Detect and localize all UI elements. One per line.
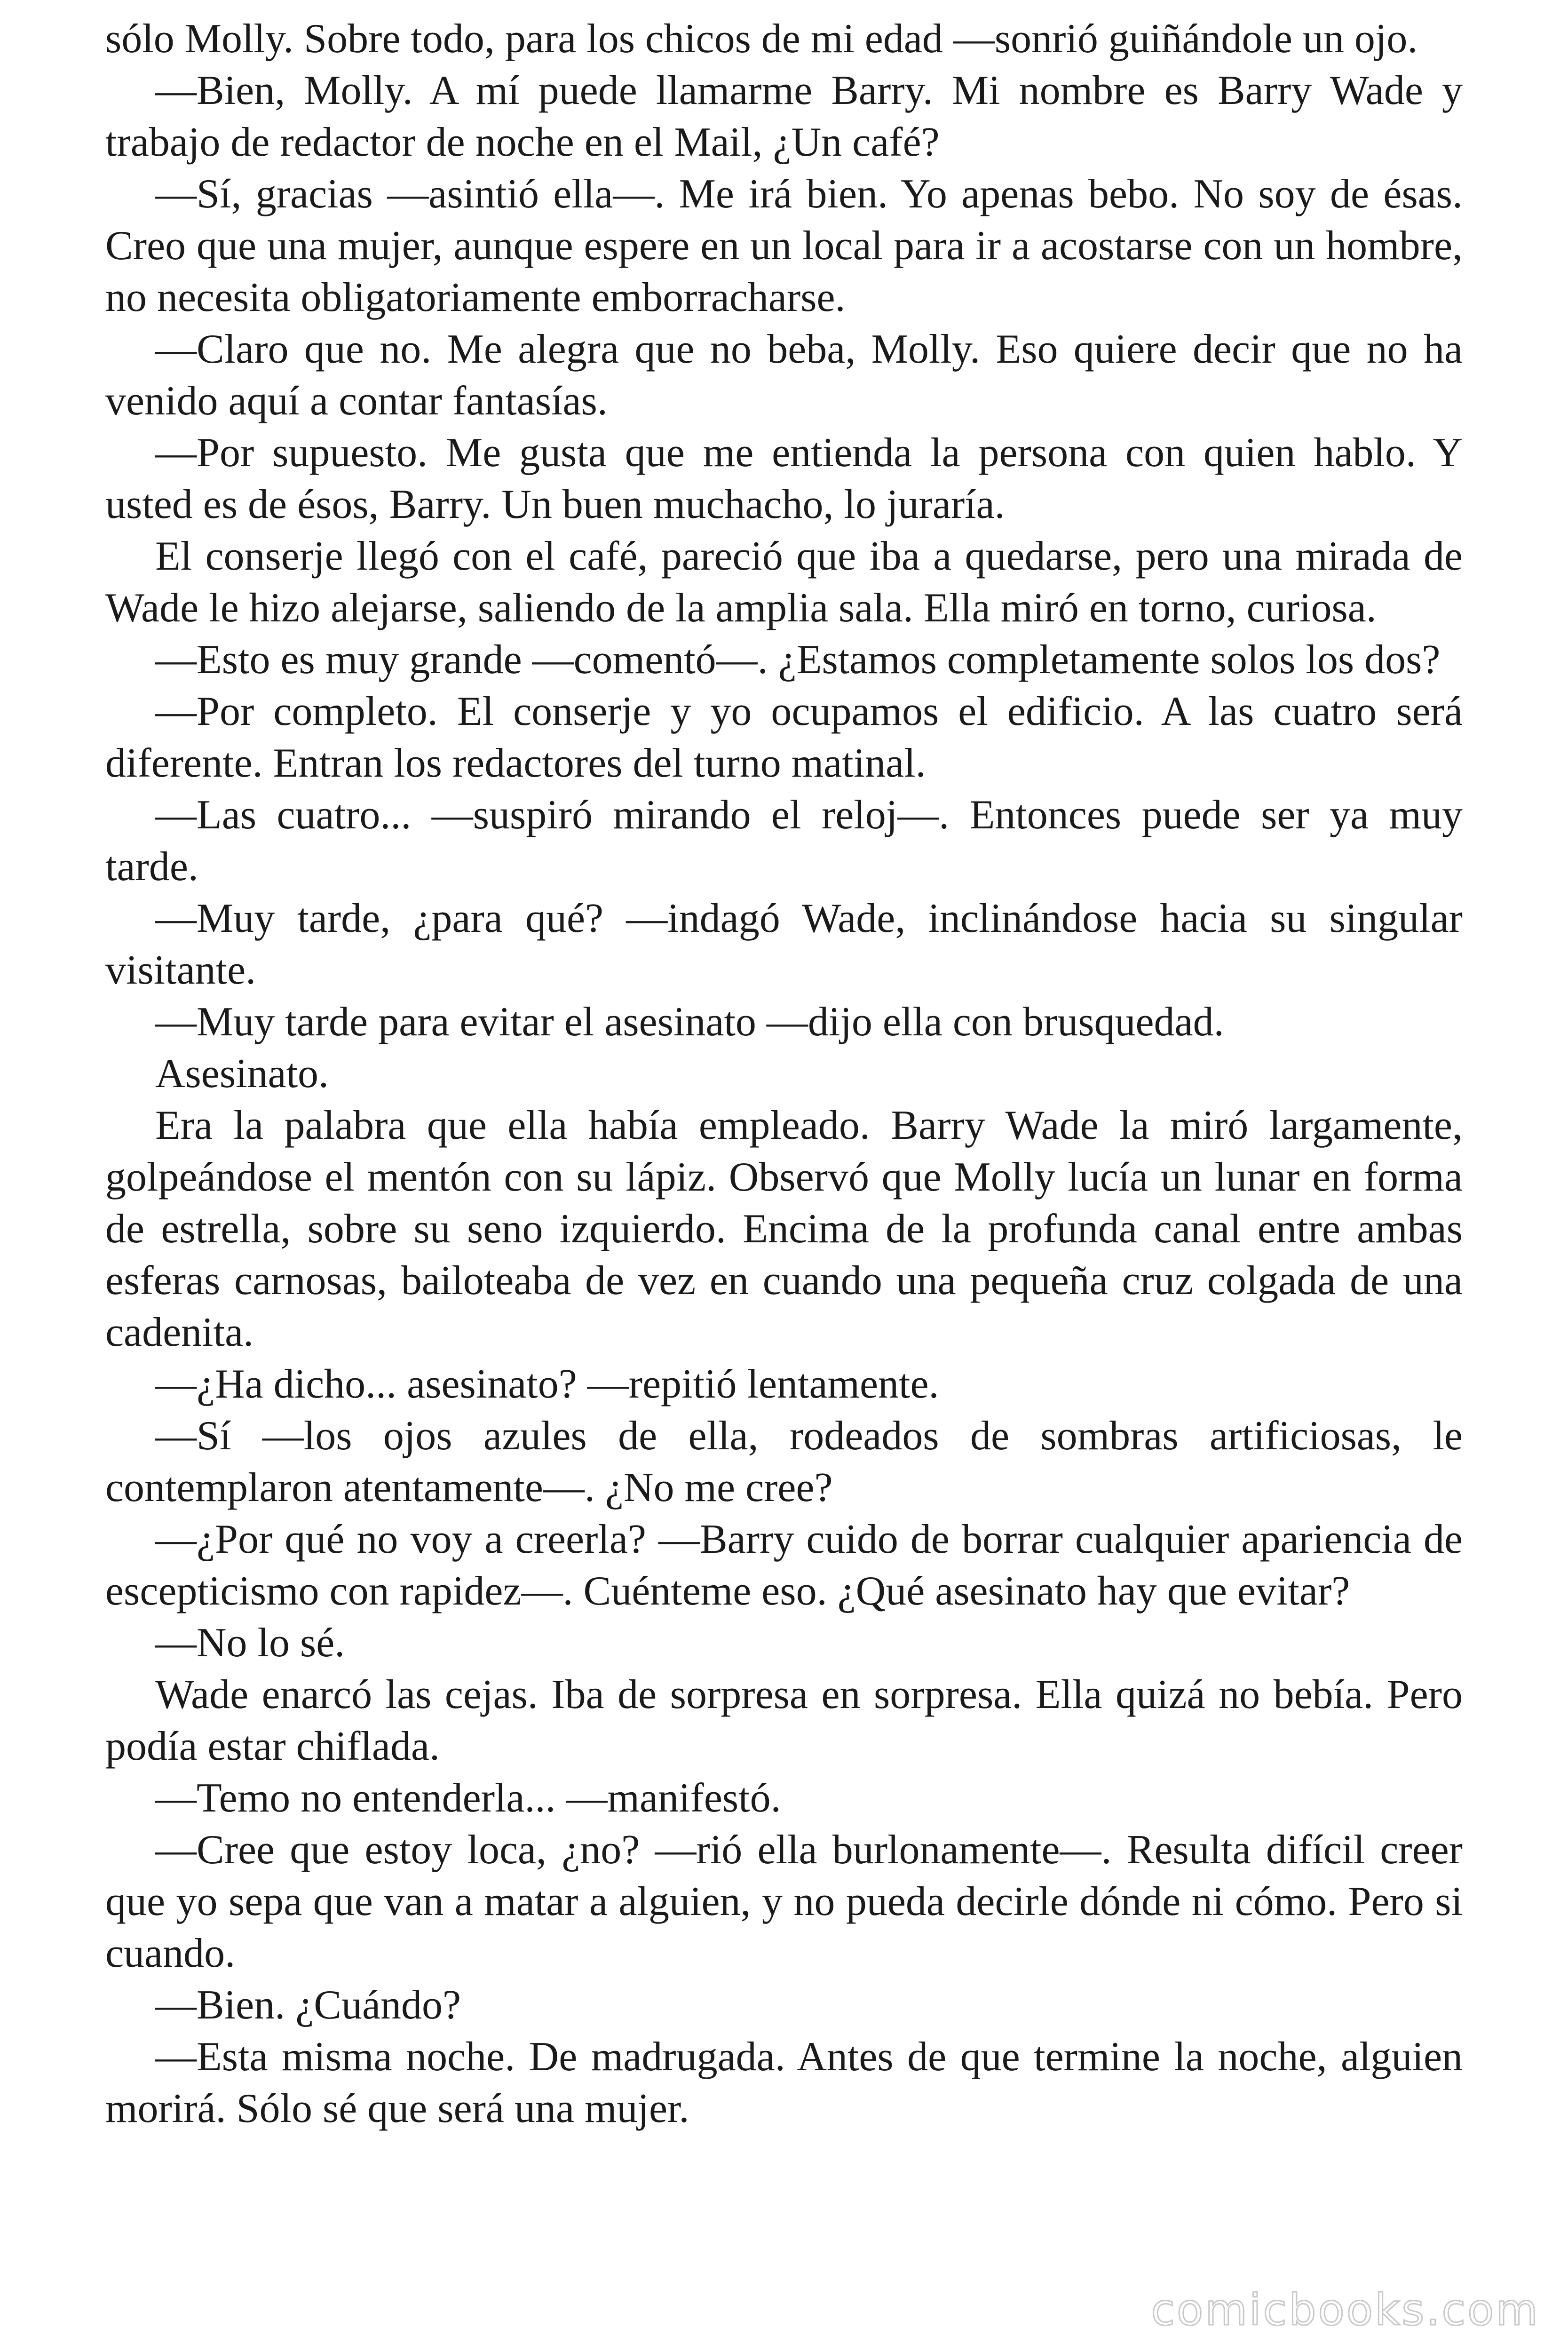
paragraph: sólo Molly. Sobre todo, para los chicos de mi edad —sonrió guiñándole un ojo. <box>105 16 1418 62</box>
paragraph: —Muy tarde, ¿para qué? —indagó Wade, inclinándose hacia su singular visitante. <box>105 896 1463 993</box>
paragraph: —Por supuesto. Me gusta que me entienda la persona con quien hablo. Y usted es de ésos, Barry. Un buen muchacho, lo juraría. <box>105 430 1463 527</box>
book-page-text <box>105 13 1463 2135</box>
paragraph: Wade enarcó las cejas. Iba de sorpresa en sorpresa. Ella quizá no bebía. Pero podía estar chiflada. <box>105 1672 1463 1769</box>
paragraph: —Muy tarde para evitar el asesinato —dijo ella con brusquedad. <box>155 999 1224 1045</box>
paragraph: —Sí —los ojos azules de ella, rodeados de sombras artificiosas, le contemplaron atentamente—. ¿No me cree? <box>105 1413 1463 1510</box>
paragraph: —Bien, Molly. A mí puede llamarme Barry. Mi nombre es Barry Wade y trabajo de redactor de noche en el Mail, ¿Un café? <box>105 68 1463 165</box>
paragraph: Era la palabra que ella había empleado. Barry Wade la miró largamente, golpeándose el mentón con su lápiz. Observó que Molly lucía un lunar en forma de estrella, sobre su seno izquierdo. Encima de la profunda canal entre ambas esferas carnosas, bailoteaba de vez en cuando una pequeña cruz colgada de una cadenita. <box>105 1103 1463 1355</box>
paragraph: —Por completo. El conserje y yo ocupamos el edificio. A las cuatro será diferente. Entran los redactores del turno matinal. <box>105 689 1463 786</box>
paragraph: —No lo sé. <box>155 1620 345 1666</box>
watermark: comicbooks.com <box>1151 2285 1540 2335</box>
paragraph: —Bien. ¿Cuándo? <box>155 1982 461 2028</box>
paragraph: —Claro que no. Me alegra que no beba, Molly. Eso quiere decir que no ha venido aquí a contar fantasías. <box>105 326 1463 424</box>
paragraph: El conserje llegó con el café, pareció que iba a quedarse, pero una mirada de Wade le hizo alejarse, saliendo de la amplia sala. Ella miró en torno, curiosa. <box>105 533 1463 631</box>
paragraph: —Esta misma noche. De madrugada. Antes de que termine la noche, alguien morirá. Sólo sé que será una mujer. <box>105 2034 1463 2131</box>
paragraph: —¿Por qué no voy a creerla? —Barry cuido de borrar cualquier apariencia de escepticismo con rapidez—. Cuénteme eso. ¿Qué asesinato hay que evitar? <box>105 1517 1463 1614</box>
paragraph: —¿Ha dicho... asesinato? —repitió lentamente. <box>155 1361 939 1407</box>
paragraph: Asesinato. <box>155 1051 329 1097</box>
paragraph: —Las cuatro... —suspiró mirando el reloj—. Entonces puede ser ya muy tarde. <box>105 792 1463 890</box>
paragraph: —Esto es muy grande —comentó—. ¿Estamos completamente solos los dos? <box>155 637 1441 683</box>
paragraph: —Cree que estoy loca, ¿no? —rió ella burlonamente—. Resulta difícil creer que yo sepa que van a matar a alguien, y no pueda decirle dónde ni cómo. Pero si cuando. <box>105 1827 1463 1976</box>
paragraph: —Temo no entenderla... —manifestó. <box>155 1775 781 1821</box>
paragraph: —Sí, gracias —asintió ella—. Me irá bien. Yo apenas bebo. No soy de ésas. Creo que una mujer, aunque espere en un local para ir a acostarse con un hombre, no necesita obligatoriamente emborracharse. <box>105 171 1463 320</box>
